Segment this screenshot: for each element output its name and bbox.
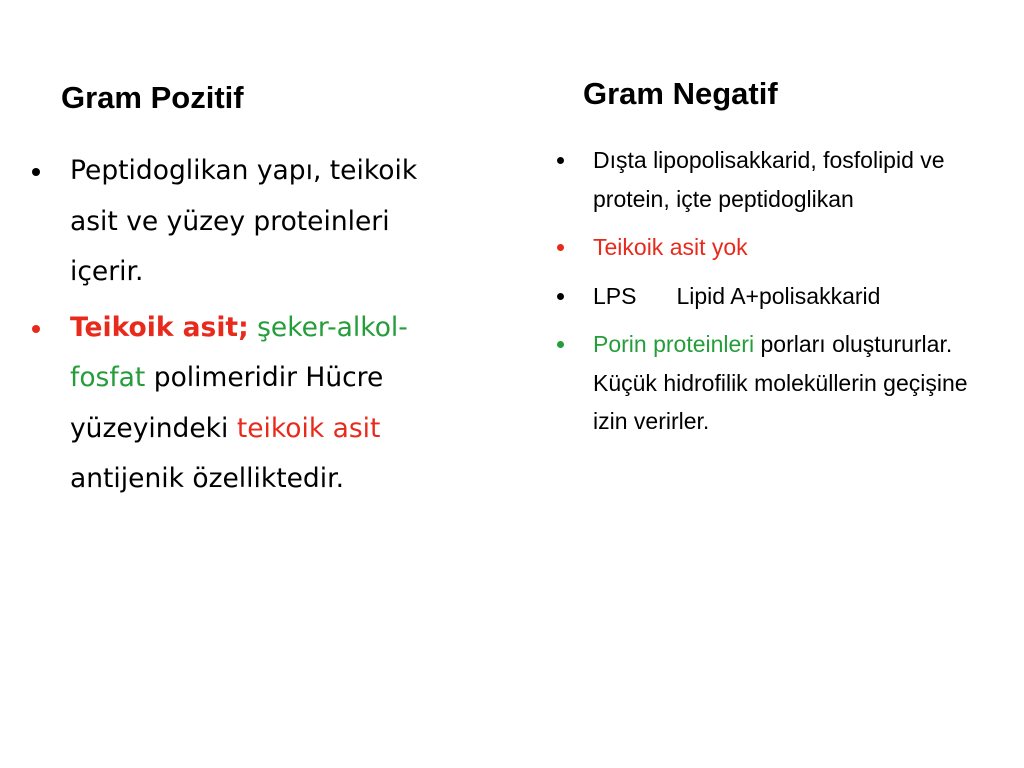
porin-proteinleri-text: Porin proteinleri — [593, 331, 755, 357]
seker-alkol-fosfat-text: şeker-alkol-fosfat — [70, 311, 408, 393]
bullet-text: antijenik özelliktedir. — [70, 463, 345, 494]
teikoik-asit-term: Teikoik asit; — [70, 311, 249, 343]
lps-abbr: LPS — [593, 282, 637, 309]
list-item — [555, 228, 1005, 267]
list-item — [555, 325, 1005, 441]
list-item — [30, 303, 450, 505]
bullet-icon — [557, 244, 564, 251]
lps-description: Lipid A+polisakkarid — [676, 282, 881, 309]
bullet-icon — [32, 325, 40, 333]
bullet-icon — [557, 157, 564, 164]
bullet-text: porları oluştururlar. Küçük hidrofilik moleküllerin geçişine izin verirler. — [593, 331, 968, 434]
bullet-text: polimeridir Hücre yüzeyindeki — [70, 362, 384, 444]
bullet-text: Teikoik asit yok — [593, 234, 748, 260]
list-item — [30, 146, 450, 298]
list-item — [555, 277, 1005, 316]
gram-positive-list — [30, 146, 450, 505]
gram-positive-title: Gram Pozitif — [61, 80, 244, 115]
bullet-icon — [557, 293, 564, 300]
teikoik-asit-highlight: teikoik asit — [236, 412, 381, 444]
bullet-text: Dışta lipopolisakkarid, fosfolipid ve protein, içte peptidoglikan — [593, 147, 945, 212]
bullet-icon — [557, 341, 564, 348]
gram-negative-list — [555, 141, 1005, 441]
bullet-icon — [32, 168, 40, 176]
list-item — [555, 141, 1005, 218]
gram-negative-title: Gram Negatif — [583, 76, 778, 111]
bullet-text: Peptidoglikan yapı, teikoik asit ve yüzey proteinleri içerir. — [70, 155, 418, 287]
